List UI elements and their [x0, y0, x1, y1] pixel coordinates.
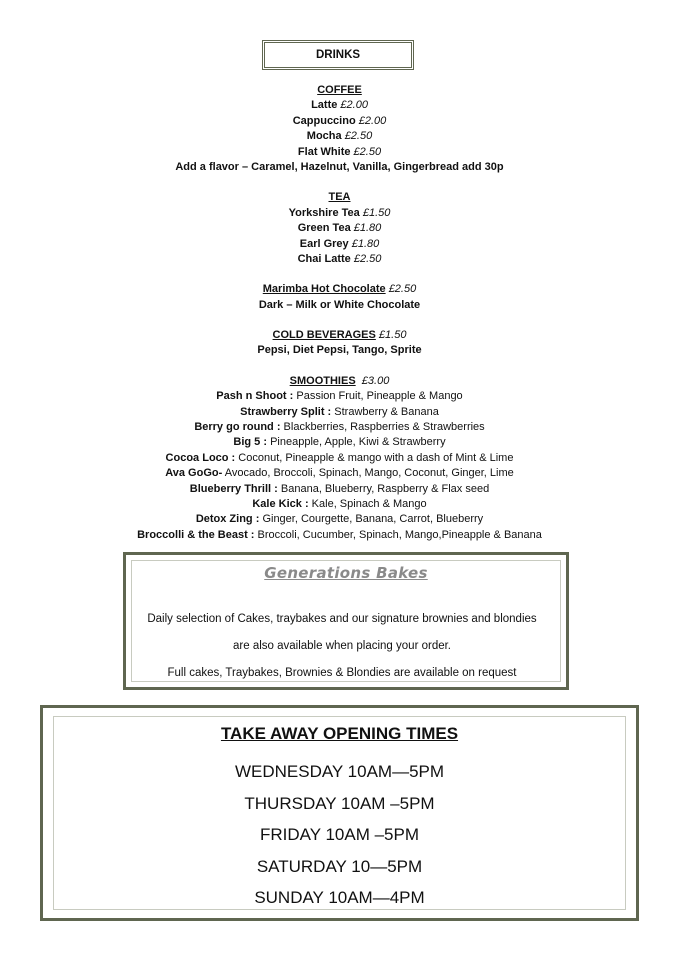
menu-item: Green Tea £1.80 [297, 222, 382, 235]
smoothie-item: Ava GoGo- Avocado, Broccoli, Spinach, Mango, Coconut, Ginger, Lime [165, 467, 514, 480]
bakes-title: Generations Bakes [264, 564, 428, 582]
opening-times-row: SATURDAY 10—5PM [256, 857, 423, 876]
bakes-line: are also available when placing your order. [233, 640, 451, 652]
opening-times-row: WEDNESDAY 10AM—5PM [234, 762, 445, 781]
smoothie-item: Big 5 : Pineapple, Apple, Kiwi & Strawberry [233, 436, 446, 449]
menu-item: Flat White £2.50 [297, 145, 382, 158]
menu-item: Mocha £2.50 [306, 130, 373, 143]
flavor-note: Add a flavor – Caramel, Hazelnut, Vanilla, Gingerbread add 30p [175, 160, 504, 173]
menu-item: Latte £2.00 [311, 99, 368, 112]
smoothies-heading: SMOOTHIES £3.00 [289, 374, 390, 387]
drinks-title: DRINKS [315, 49, 361, 61]
menu-item: Earl Grey £1.80 [299, 237, 380, 250]
opening-times-row: SUNDAY 10AM—4PM [254, 888, 425, 907]
smoothie-item: Pash n Shoot : Passion Fruit, Pineapple & Mango [216, 390, 463, 403]
opening-times-title: TAKE AWAY OPENING TIMES [220, 724, 459, 743]
bakes-panel [123, 552, 569, 690]
opening-times-panel [40, 705, 639, 921]
smoothie-item: Blueberry Thrill : Banana, Blueberry, Raspberry & Flax seed [189, 482, 490, 495]
drinks-title-box [262, 40, 414, 70]
drinks-menu [0, 83, 679, 543]
bakes-line: Full cakes, Traybakes, Brownies & Blondies are available on request [167, 667, 517, 679]
smoothie-item: Berry go round : Blackberries, Raspberries & Strawberries [194, 421, 485, 434]
smoothie-item: Broccolli & the Beast : Broccoli, Cucumber, Spinach, Mango,Pineapple & Banana [137, 528, 542, 541]
cold-beverages-options: Pepsi, Diet Pepsi, Tango, Sprite [257, 344, 422, 357]
hot-chocolate-heading: Marimba Hot Chocolate £2.50 [262, 283, 417, 296]
hot-chocolate-options: Dark – Milk or White Chocolate [258, 298, 421, 311]
smoothie-item: Strawberry Split : Strawberry & Banana [240, 405, 439, 418]
smoothie-item: Kale Kick : Kale, Spinach & Mango [252, 497, 427, 510]
smoothie-item: Cocoa Loco : Coconut, Pineapple & mango with a dash of Mint & Lime [165, 451, 514, 464]
menu-item: Cappuccino £2.00 [292, 114, 387, 127]
opening-times-row: THURSDAY 10AM –5PM [244, 794, 435, 813]
smoothie-item: Detox Zing : Ginger, Courgette, Banana, Carrot, Blueberry [195, 513, 484, 526]
opening-times-row: FRIDAY 10AM –5PM [259, 825, 420, 844]
cold-beverages-heading: COLD BEVERAGES £1.50 [272, 329, 407, 342]
menu-item: Yorkshire Tea £1.50 [288, 206, 391, 219]
coffee-heading: COFFEE [317, 84, 362, 96]
menu-item: Chai Latte £2.50 [297, 252, 382, 265]
tea-heading: TEA [328, 191, 351, 204]
bakes-line: Daily selection of Cakes, traybakes and our signature brownies and blondies [147, 613, 537, 625]
